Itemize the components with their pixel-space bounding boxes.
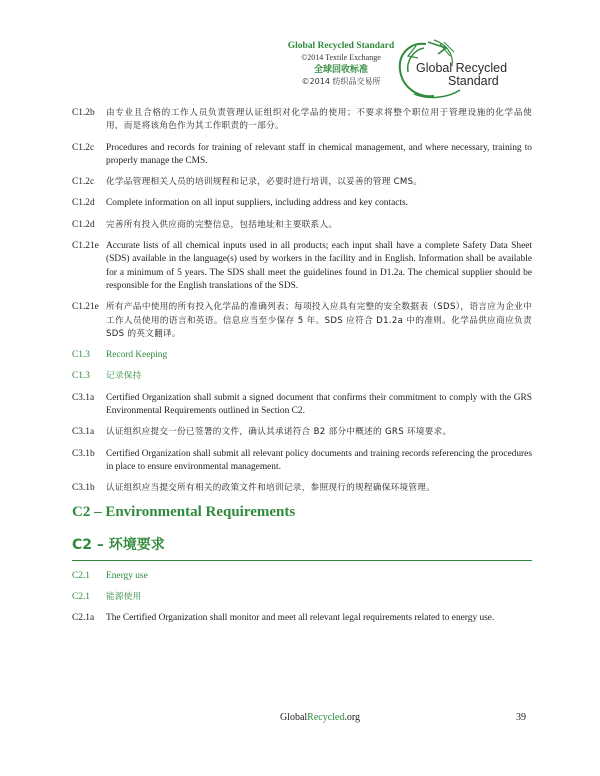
requirement-item — [72, 219, 532, 232]
requirement-text: The Certified Organization shall monitor and meet all relevant legal requirements related to energy use. — [106, 613, 495, 624]
section-heading-cn: C2 – 环境要求 — [72, 534, 532, 561]
requirement-text: 能源使用 — [106, 591, 142, 602]
requirement-item — [72, 301, 532, 341]
requirement-code: C1.2c — [72, 142, 95, 153]
requirement-item — [72, 426, 532, 439]
requirement-list-top — [72, 107, 532, 496]
requirement-item — [72, 570, 532, 583]
requirement-code: C2.1 — [72, 591, 90, 602]
page-header — [0, 0, 600, 100]
requirement-text: Energy use — [106, 570, 148, 581]
requirement-code: C3.1b — [72, 448, 95, 459]
footer-site-suffix: .org — [344, 712, 361, 723]
logo-line-2: Standard — [448, 74, 499, 88]
header-title-cn: 全球回收标准 — [313, 65, 368, 75]
requirement-item — [72, 107, 532, 134]
requirement-text: Certified Organization shall submit a signed document that confirms their commitment to comply with the GRS Environmental Requirements outlined in Section C2. — [106, 392, 532, 417]
requirement-code: C1.2d — [72, 198, 95, 209]
requirement-item — [72, 142, 532, 169]
header-copyright-en: ©2014 Textile Exchange — [301, 53, 381, 62]
section-heading-en: C2 – Environmental Requirements — [72, 503, 296, 520]
requirement-item — [72, 370, 532, 383]
requirement-text: Record Keeping — [106, 350, 168, 361]
requirement-code: C1.21e — [72, 241, 99, 252]
requirement-text: 由专业且合格的工作人员负责管理认证组织对化学品的使用；不要求将整个职位用于管理设施的化学品使用，而是将该角色作为其工作职责的一部分。 — [106, 108, 532, 132]
requirement-item — [72, 176, 532, 189]
requirement-text: Accurate lists of all chemical inputs used in all products; each input shall have a complete Safety Data Sheet (SDS) available in the language(s) used by workers in the facility and in English. Information shall be available for a minimum of 5 years. The SDS shall meet the guidelines found in D1.2a. The chemical supplier should be responsible for the English translations of the SDS. — [106, 241, 532, 291]
requirement-list-bottom — [72, 570, 532, 626]
logo-wordmark — [416, 62, 534, 88]
requirement-code: C1.3 — [72, 350, 90, 361]
requirement-item — [72, 612, 532, 625]
footer-website[interactable] — [260, 712, 380, 723]
requirement-code: C3.1b — [72, 483, 95, 494]
requirement-text: 所有产品中使用的所有投入化学品的准确列表；每项投入应具有完整的安全数据表（SDS），语言应为企业中工作人员使用的语言和英语。信息应当至少保存 5 年。SDS 应符合 D1.2a 中的准则。化学品供应商应负责 SDS 的英文翻译。 — [106, 302, 532, 339]
requirement-item — [72, 591, 532, 604]
footer-site-prefix: Global — [279, 712, 308, 723]
page-number: 39 — [516, 712, 526, 723]
requirement-code: C2.1 — [72, 570, 90, 581]
requirement-item — [72, 482, 532, 495]
requirement-item — [72, 448, 532, 475]
requirement-code: C2.1a — [72, 613, 95, 624]
document-body — [72, 107, 532, 633]
requirement-text: 化学品管理相关人员的培训规程和记录，必要时进行培训，以妥善的管理 CMS。 — [106, 177, 423, 188]
requirement-code: C3.1a — [72, 392, 95, 403]
requirement-code: C1.2b — [72, 108, 95, 118]
requirement-text: Certified Organization shall submit all relevant policy documents and training records referencing the procedures in place to ensure environmental management. — [106, 448, 532, 472]
requirement-text: 完善所有投入供应商的完整信息，包括地址和主要联系人。 — [106, 219, 338, 230]
requirement-item — [72, 349, 532, 362]
requirement-text: Procedures and records for training of relevant staff in chemical management, and where necessary, training to properly manage the CMS. — [106, 142, 532, 166]
grs-logo — [394, 38, 534, 102]
logo-line-1: Global Recycled — [416, 61, 508, 75]
header-copyright-cn: ©2014 纺织品交易所 — [301, 77, 381, 86]
footer-site-highlight: Recycled — [307, 712, 345, 723]
requirement-text: 记录保持 — [106, 371, 142, 382]
requirement-item — [72, 240, 532, 293]
requirement-item — [72, 197, 532, 210]
requirement-code: C1.2d — [72, 219, 95, 230]
requirement-text: Complete information on all input suppliers, including address and key contacts. — [106, 198, 409, 209]
requirement-text: 认证组织应提交一份已签署的文件，确认其承诺符合 B2 部分中概述的 GRS 环境要求。 — [106, 427, 452, 438]
requirement-item — [72, 392, 532, 419]
requirement-code: C1.21e — [72, 302, 99, 313]
requirement-code: C1.3 — [72, 371, 90, 382]
requirement-code: C1.2c — [72, 177, 95, 188]
requirement-text: 认证组织应当提交所有相关的政策文件和培训记录，参照现行的规程确保环境管理。 — [106, 483, 436, 494]
requirement-code: C3.1a — [72, 427, 95, 438]
header-title-en: Global Recycled Standard — [287, 41, 395, 51]
